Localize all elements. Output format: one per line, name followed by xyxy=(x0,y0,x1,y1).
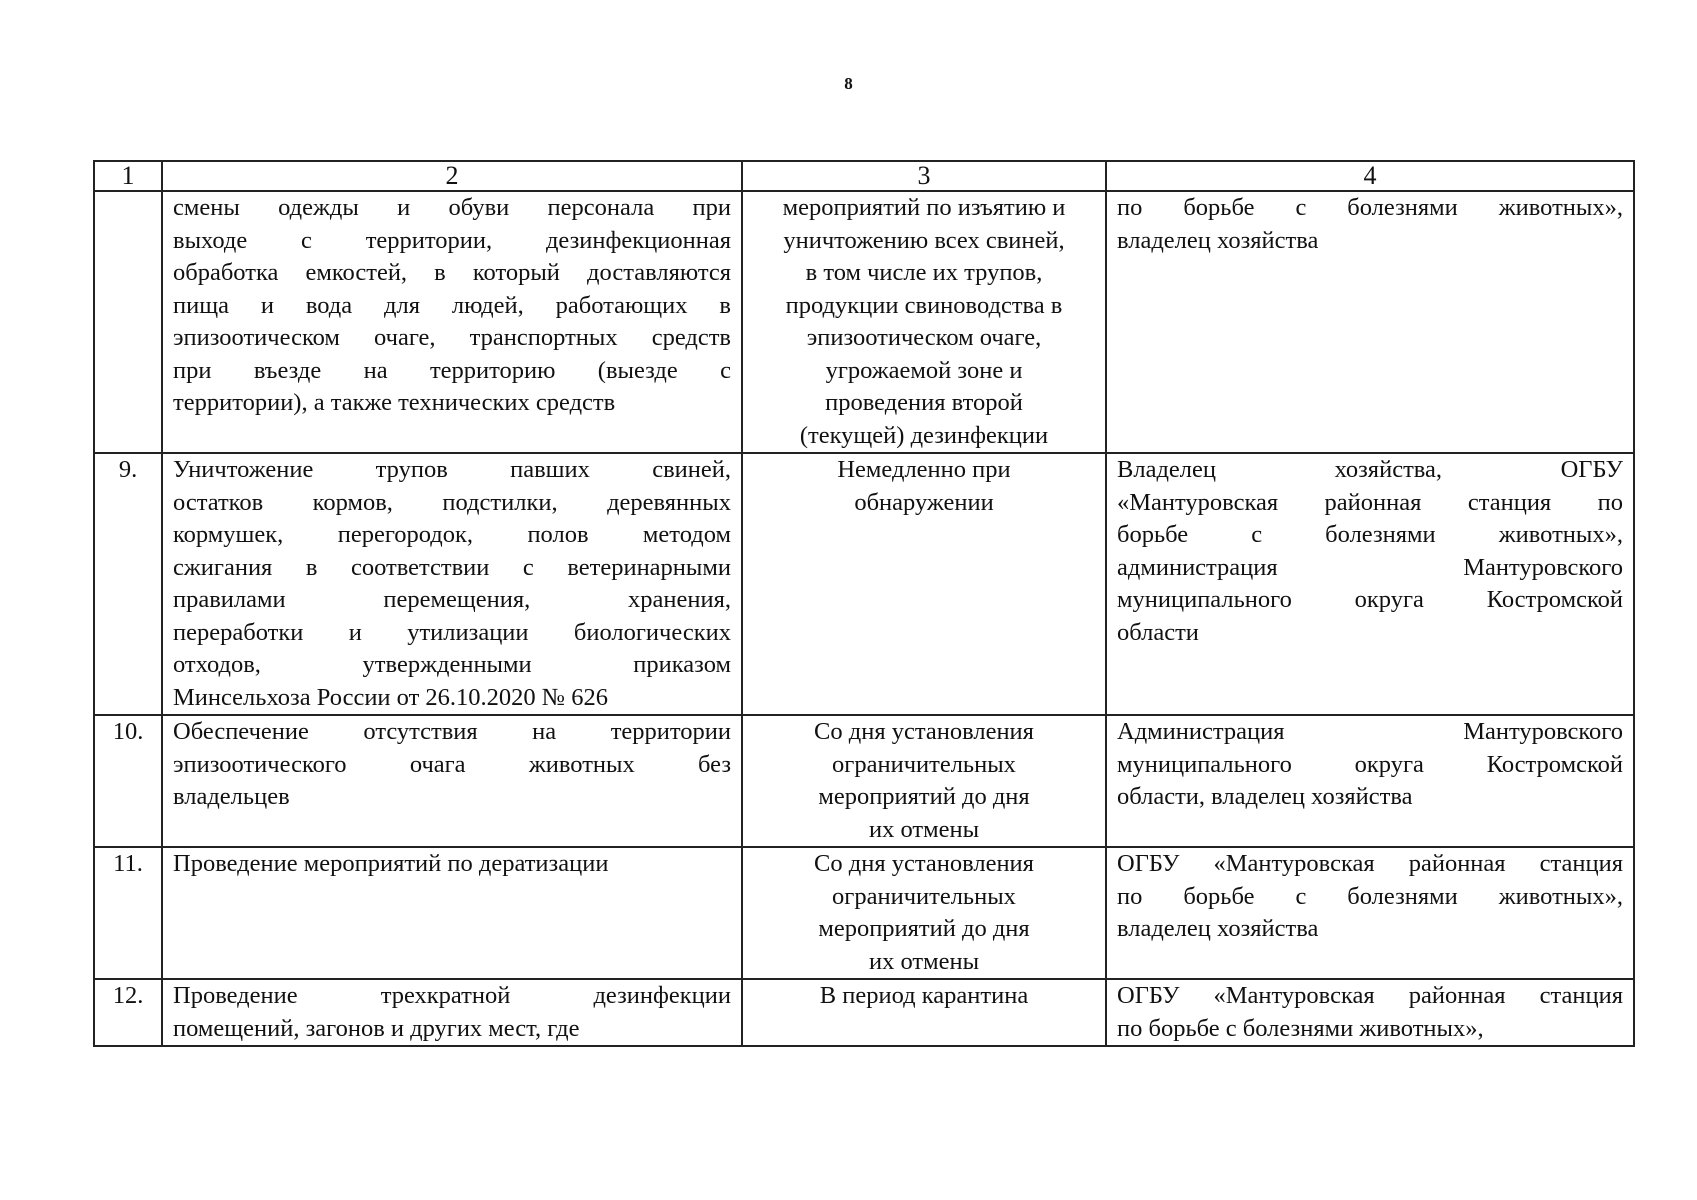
text-line: эпизоотического очага животных без xyxy=(173,750,731,778)
text-line: их отмены xyxy=(868,947,980,975)
responsible-party xyxy=(1106,191,1634,453)
text-line: по борьбе с болезнями животных», xyxy=(1117,882,1623,910)
text-line: по борьбе с болезнями животных», xyxy=(1117,194,1623,221)
text-line: продукции свиноводства в xyxy=(785,291,1063,319)
row-number: 9. xyxy=(94,453,162,715)
row-number: 11. xyxy=(94,847,162,979)
text-line: владелец хозяйства xyxy=(1117,915,1319,942)
text-line: уничтожению всех свиней, xyxy=(783,226,1065,254)
measure-term xyxy=(742,979,1106,1046)
text-line: В период карантина xyxy=(819,982,1029,1009)
measure-term xyxy=(742,453,1106,715)
text-line: помещений, загонов и других мест, где xyxy=(173,1014,580,1042)
text-line: в том числе их трупов, xyxy=(805,259,1043,286)
measure-description xyxy=(162,715,742,847)
text-line: правилами перемещения, хранения, xyxy=(173,586,731,613)
row-number: 10. xyxy=(94,715,162,847)
text-line: борьбе с болезнями животных», xyxy=(1117,521,1623,548)
text-line: «Мантуровская районная станция по xyxy=(1117,488,1623,516)
text-line: эпизоотическом очаге, xyxy=(806,324,1042,351)
text-line: Со дня установления xyxy=(814,850,1034,877)
text-line: Немедленно при xyxy=(837,456,1011,483)
text-line: ОГБУ «Мантуровская районная станция xyxy=(1117,850,1623,877)
measure-description xyxy=(162,979,742,1046)
text-line: смены одежды и обуви персонала при xyxy=(173,194,731,221)
header-cell-3: 3 xyxy=(742,161,1106,191)
text-line: выходе с территории, дезинфекционная xyxy=(173,226,731,254)
measure-description xyxy=(162,453,742,715)
text-line: мероприятий до дня xyxy=(818,915,1030,942)
text-line: остатков кормов, подстилки, деревянных xyxy=(173,488,731,516)
measure-description xyxy=(162,191,742,453)
text-line: переработки и утилизации биологических xyxy=(173,618,731,646)
responsible-party xyxy=(1106,715,1634,847)
text-line: владельцев xyxy=(173,783,290,810)
text-line: Проведение трехкратной дезинфекции xyxy=(173,982,731,1009)
header-cell-1: 1 xyxy=(94,161,162,191)
text-line: ограничительных xyxy=(832,882,1016,910)
text-line: администрация Мантуровского xyxy=(1117,553,1623,581)
text-line: мероприятий до дня xyxy=(818,783,1030,810)
text-line: пища и вода для людей, работающих в xyxy=(173,291,731,319)
text-line: сжигания в соответствии с ветеринарными xyxy=(173,553,731,581)
text-line: проведения второй xyxy=(825,389,1023,416)
text-line: (текущей) дезинфекции xyxy=(799,421,1049,449)
text-line: отходов, утвержденными приказом xyxy=(173,651,731,678)
text-line: владелец хозяйства xyxy=(1117,226,1319,254)
table-row xyxy=(94,847,1634,979)
text-line: Владелец хозяйства, ОГБУ xyxy=(1117,456,1623,483)
page-number: 8 xyxy=(844,74,853,93)
text-line: области, владелец хозяйства xyxy=(1117,783,1413,810)
measure-term xyxy=(742,847,1106,979)
responsible-party xyxy=(1106,453,1634,715)
text-line: муниципального округа Костромской xyxy=(1117,586,1623,613)
text-line: территории), а также технических средств xyxy=(173,389,616,416)
text-line: области xyxy=(1117,618,1199,646)
text-line: Уничтожение трупов павших свиней, xyxy=(173,456,731,483)
table-row xyxy=(94,979,1634,1046)
responsible-party xyxy=(1106,979,1634,1046)
measure-term xyxy=(742,715,1106,847)
text-line: эпизоотическом очаге, транспортных средств xyxy=(173,324,731,351)
text-line: муниципального округа Костромской xyxy=(1117,750,1623,778)
text-line: Проведение мероприятий по дератизации xyxy=(173,850,609,877)
measure-term xyxy=(742,191,1106,453)
text-line: ограничительных xyxy=(832,750,1016,778)
text-line: обработка емкостей, в который доставляются xyxy=(173,259,731,286)
table-row xyxy=(94,191,1634,453)
table-row xyxy=(94,715,1634,847)
row-number: 12. xyxy=(94,979,162,1046)
text-line: мероприятий по изъятию и xyxy=(782,194,1066,221)
text-line: при въезде на территорию (выезде с xyxy=(173,356,731,384)
measure-description xyxy=(162,847,742,979)
text-line: ОГБУ «Мантуровская районная станция xyxy=(1117,982,1623,1009)
text-line: кормушек, перегородок, полов методом xyxy=(173,521,731,548)
text-line: Обеспечение отсутствия на территории xyxy=(173,718,731,745)
header-cell-2: 2 xyxy=(162,161,742,191)
table-header-row xyxy=(94,161,1634,191)
text-line: угрожаемой зоне и xyxy=(825,356,1023,384)
table-row xyxy=(94,453,1634,715)
measures-table xyxy=(93,160,1635,1047)
text-line: обнаружении xyxy=(854,488,994,516)
text-line: по борьбе с болезнями животных», xyxy=(1117,1014,1484,1042)
responsible-party xyxy=(1106,847,1634,979)
text-line: Администрация Мантуровского xyxy=(1117,718,1623,745)
text-line: Со дня установления xyxy=(814,718,1034,745)
text-line: Минсельхоза России от 26.10.2020 № 626 xyxy=(173,683,609,711)
header-cell-4: 4 xyxy=(1106,161,1634,191)
row-number xyxy=(94,191,162,453)
text-line: их отмены xyxy=(868,815,980,843)
